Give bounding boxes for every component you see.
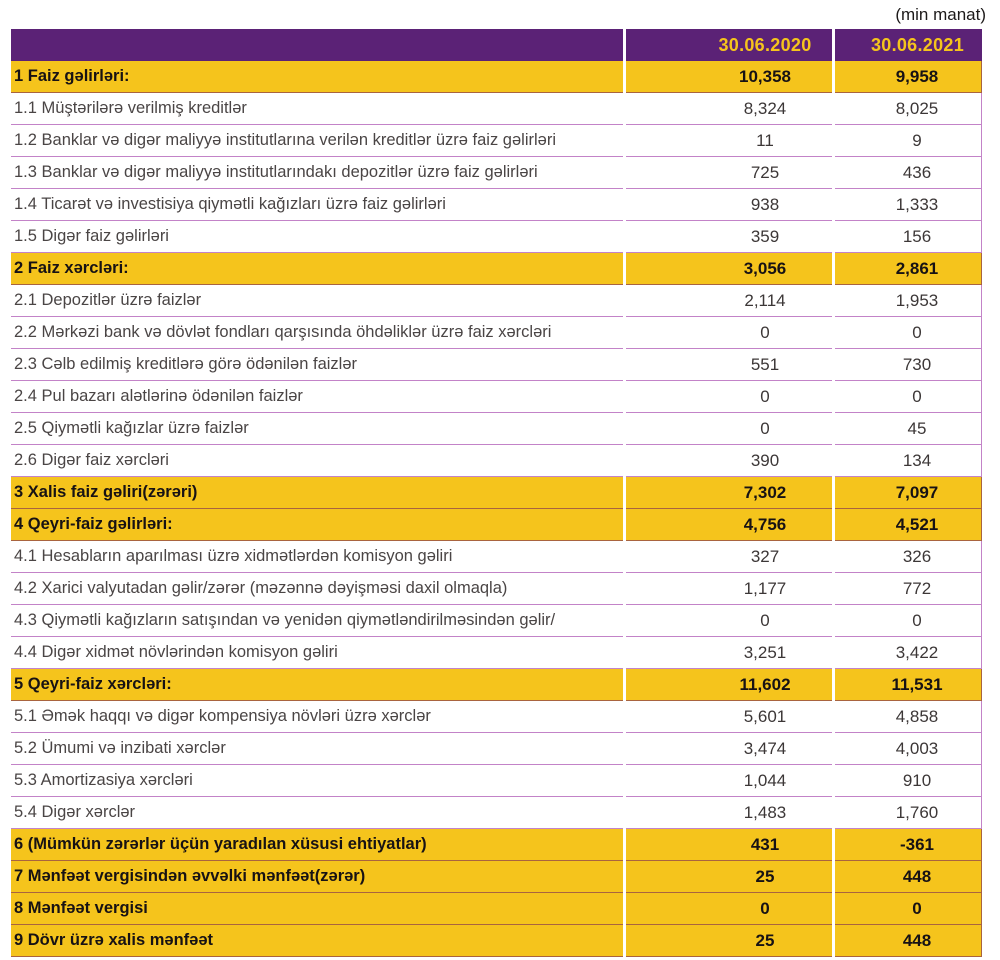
row-label: 7 Mənfəət vergisindən əvvəlki mənfəət(zərər) (11, 861, 623, 893)
row-label: 1.2 Banklar və digər maliyyə institutlarına verilən kreditlər üzrə faiz gəlirləri (11, 125, 623, 157)
value-2020: 1,483 (626, 797, 832, 829)
value-2021: 436 (835, 157, 982, 189)
value-2020: 3,251 (626, 637, 832, 669)
item-row (11, 445, 982, 477)
value-2020: 725 (626, 157, 832, 189)
units-note-bar (0, 0, 1000, 29)
value-2021: 9 (835, 125, 982, 157)
section-row (11, 861, 982, 893)
item-row (11, 765, 982, 797)
row-label: 8 Mənfəət vergisi (11, 893, 623, 925)
row-label: 1 Faiz gəlirləri: (11, 61, 623, 93)
value-2020: 1,044 (626, 765, 832, 797)
value-2020: 0 (626, 893, 832, 925)
item-row (11, 381, 982, 413)
row-label: 1.3 Banklar və digər maliyyə institutlarındakı depozitlər üzrə faiz gəlirləri (11, 157, 623, 189)
row-label: 1.4 Ticarət və investisiya qiymətli kağızları üzrə faiz gəlirləri (11, 189, 623, 221)
value-2021: 8,025 (835, 93, 982, 125)
item-row (11, 93, 982, 125)
value-2020: 938 (626, 189, 832, 221)
row-label: 4 Qeyri-faiz gəlirləri: (11, 509, 623, 541)
value-2020: 11,602 (626, 669, 832, 701)
value-2021: 134 (835, 445, 982, 477)
value-2021: 326 (835, 541, 982, 573)
value-2021: 7,097 (835, 477, 982, 509)
item-row (11, 701, 982, 733)
value-2020: 551 (626, 349, 832, 381)
value-2020: 10,358 (626, 61, 832, 93)
value-2021: 156 (835, 221, 982, 253)
value-2020: 0 (626, 381, 832, 413)
section-row (11, 509, 982, 541)
value-2020: 390 (626, 445, 832, 477)
item-row (11, 349, 982, 381)
row-label: 6 (Mümkün zərərlər üçün yaradılan xüsusi ehtiyatlar) (11, 829, 623, 861)
value-2020: 3,056 (626, 253, 832, 285)
row-label: 3 Xalis faiz gəliri(zərəri) (11, 477, 623, 509)
column-header-2021: 30.06.2021 (835, 29, 982, 61)
value-2020: 0 (626, 317, 832, 349)
value-2021: 1,953 (835, 285, 982, 317)
row-label: 5.2 Ümumi və inzibati xərclər (11, 733, 623, 765)
value-2020: 3,474 (626, 733, 832, 765)
item-row (11, 317, 982, 349)
value-2020: 5,601 (626, 701, 832, 733)
row-label: 5.1 Əmək haqqı və digər kompensiya növləri üzrə xərclər (11, 701, 623, 733)
row-label: 5.3 Amortizasiya xərcləri (11, 765, 623, 797)
header-empty-cell (11, 29, 623, 61)
row-label: 4.3 Qiymətli kağızların satışından və yenidən qiymətləndirilməsindən gəlir/ (11, 605, 623, 637)
item-row (11, 413, 982, 445)
row-label: 9 Dövr üzrə xalis mənfəət (11, 925, 623, 957)
value-2021: 0 (835, 893, 982, 925)
value-2021: 0 (835, 317, 982, 349)
value-2021: 0 (835, 381, 982, 413)
value-2020: 2,114 (626, 285, 832, 317)
row-label: 2 Faiz xərcləri: (11, 253, 623, 285)
row-label: 4.4 Digər xidmət növlərindən komisyon gəliri (11, 637, 623, 669)
item-row (11, 797, 982, 829)
value-2021: 1,333 (835, 189, 982, 221)
table-body (11, 61, 982, 957)
value-2021: 3,422 (835, 637, 982, 669)
row-label: 4.2 Xarici valyutadan gəlir/zərər (məzənnə dəyişməsi daxil olmaqla) (11, 573, 623, 605)
row-label: 5 Qeyri-faiz xərcləri: (11, 669, 623, 701)
value-2021: 448 (835, 861, 982, 893)
units-note: (min manat) (895, 4, 986, 24)
section-row (11, 477, 982, 509)
value-2021: 4,003 (835, 733, 982, 765)
item-row (11, 221, 982, 253)
item-row (11, 125, 982, 157)
value-2020: 431 (626, 829, 832, 861)
row-label: 2.5 Qiymətli kağızlar üzrə faizlər (11, 413, 623, 445)
value-2021: 9,958 (835, 61, 982, 93)
item-row (11, 541, 982, 573)
value-2020: 25 (626, 861, 832, 893)
value-2021: 45 (835, 413, 982, 445)
value-2020: 0 (626, 605, 832, 637)
value-2021: 4,521 (835, 509, 982, 541)
value-2020: 327 (626, 541, 832, 573)
value-2021: 772 (835, 573, 982, 605)
value-2021: -361 (835, 829, 982, 861)
section-row (11, 925, 982, 957)
value-2020: 0 (626, 413, 832, 445)
value-2021: 0 (835, 605, 982, 637)
item-row (11, 573, 982, 605)
item-row (11, 733, 982, 765)
value-2021: 730 (835, 349, 982, 381)
value-2021: 11,531 (835, 669, 982, 701)
row-label: 2.6 Digər faiz xərcləri (11, 445, 623, 477)
value-2020: 25 (626, 925, 832, 957)
value-2021: 910 (835, 765, 982, 797)
value-2020: 1,177 (626, 573, 832, 605)
row-label: 4.1 Hesabların aparılması üzrə xidmətlərdən komisyon gəliri (11, 541, 623, 573)
value-2020: 8,324 (626, 93, 832, 125)
table-header (11, 29, 982, 61)
income-statement-table (8, 29, 985, 957)
section-row (11, 253, 982, 285)
row-label: 2.4 Pul bazarı alətlərinə ödənilən faizlər (11, 381, 623, 413)
row-label: 2.1 Depozitlər üzrə faizlər (11, 285, 623, 317)
item-row (11, 285, 982, 317)
item-row (11, 189, 982, 221)
section-row (11, 61, 982, 93)
row-label: 1.1 Müştərilərə verilmiş kreditlər (11, 93, 623, 125)
header-row (11, 29, 982, 61)
row-label: 2.2 Mərkəzi bank və dövlət fondları qarşısında öhdəliklər üzrə faiz xərcləri (11, 317, 623, 349)
item-row (11, 605, 982, 637)
section-row (11, 829, 982, 861)
row-label: 2.3 Cəlb edilmiş kreditlərə görə ödənilən faizlər (11, 349, 623, 381)
value-2020: 4,756 (626, 509, 832, 541)
item-row (11, 157, 982, 189)
value-2020: 359 (626, 221, 832, 253)
column-header-2020: 30.06.2020 (626, 29, 832, 61)
row-label: 1.5 Digər faiz gəlirləri (11, 221, 623, 253)
value-2021: 448 (835, 925, 982, 957)
value-2020: 7,302 (626, 477, 832, 509)
section-row (11, 893, 982, 925)
section-row (11, 669, 982, 701)
value-2021: 1,760 (835, 797, 982, 829)
value-2020: 11 (626, 125, 832, 157)
item-row (11, 637, 982, 669)
value-2021: 2,861 (835, 253, 982, 285)
value-2021: 4,858 (835, 701, 982, 733)
row-label: 5.4 Digər xərclər (11, 797, 623, 829)
